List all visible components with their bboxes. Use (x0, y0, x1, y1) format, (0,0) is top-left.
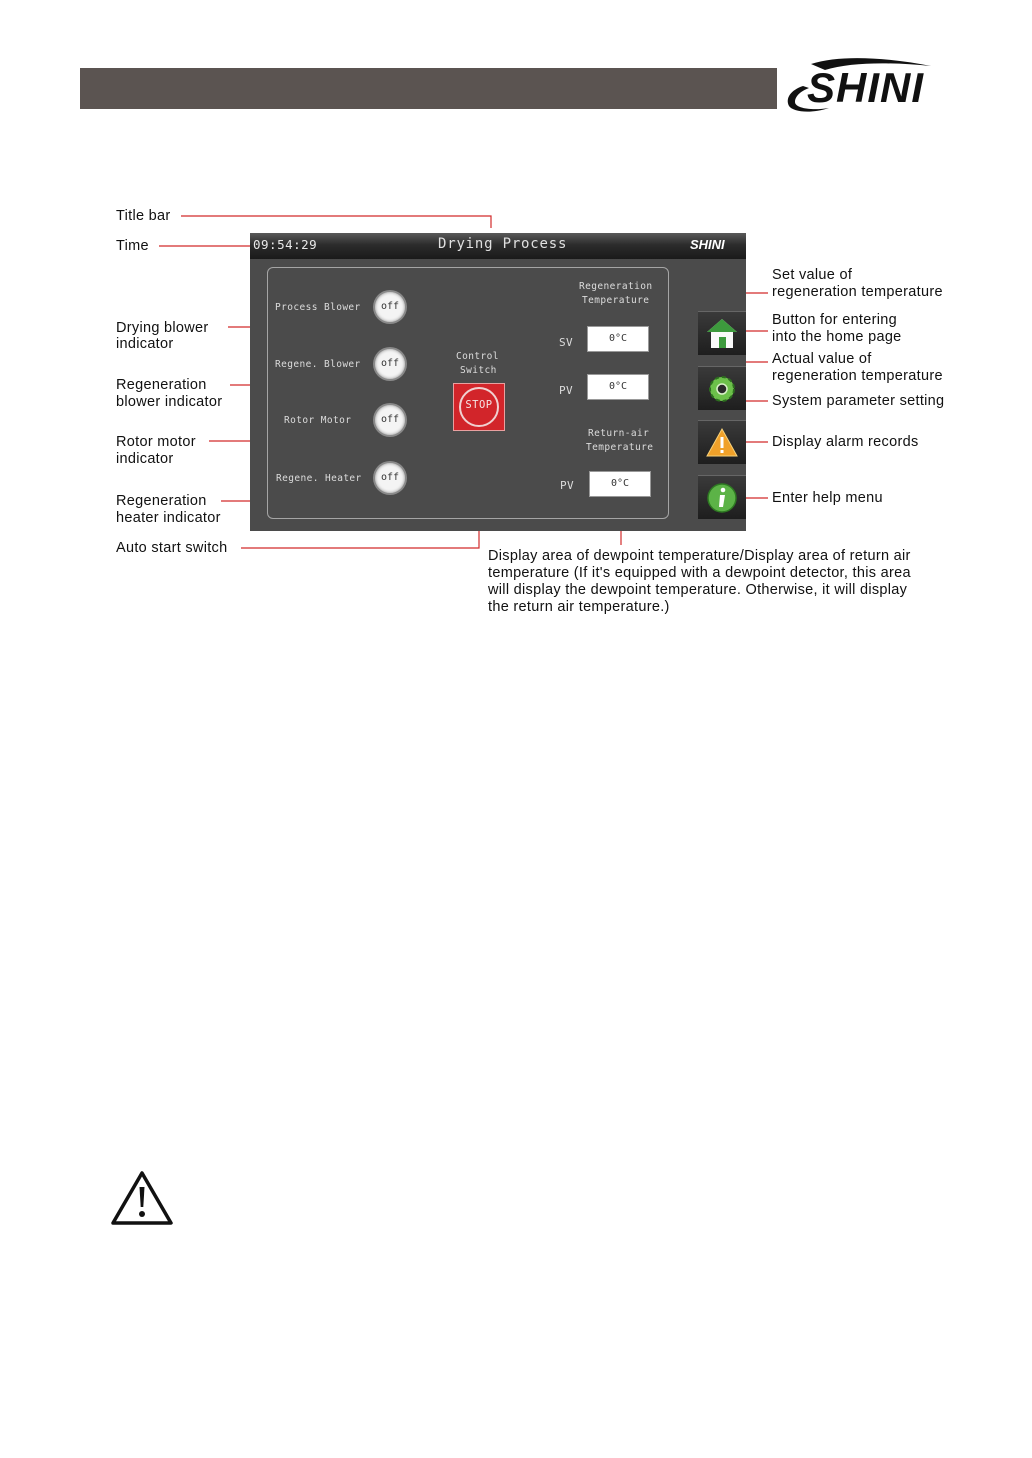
callout-alarm-records: Display alarm records (772, 434, 919, 450)
callout-actual-value-1: Actual value of (772, 351, 872, 367)
rotor-motor-indicator: off (375, 405, 405, 435)
stop-button-label: STOP (465, 399, 493, 411)
regen-temp-title-2: Temperature (582, 295, 650, 306)
callout-system-param: System parameter setting (772, 393, 945, 409)
return-air-pv-value: 0°C (589, 471, 651, 497)
home-icon (705, 316, 739, 352)
settings-button[interactable] (698, 366, 746, 410)
callout-drying-blower-1: Drying blower (116, 320, 209, 336)
callout-drying-blower-2: indicator (116, 336, 174, 352)
regen-sv-value[interactable]: 0°C (587, 326, 649, 352)
callout-dewpoint-2: temperature (If it's equipped with a dewpoint detector, this area (488, 565, 911, 581)
control-switch-label-1: Control (456, 351, 499, 362)
callout-time: Time (116, 238, 149, 254)
help-button[interactable] (698, 475, 746, 519)
callout-auto-start: Auto start switch (116, 540, 228, 556)
regen-temp-title-1: Regeneration (579, 281, 653, 292)
info-icon (705, 480, 739, 516)
regen-blower-indicator: off (375, 349, 405, 379)
return-air-pv-label: PV (560, 479, 575, 492)
regen-heater-indicator: off (375, 463, 405, 493)
shini-logo (781, 56, 951, 114)
callout-dewpoint-4: the return air temperature.) (488, 599, 670, 615)
hmi-title: Drying Process (438, 236, 568, 252)
indicator-label-process-blower: Process Blower (275, 302, 361, 313)
callout-actual-value-2: regeneration temperature (772, 368, 943, 384)
callout-regen-heater-1: Regeneration (116, 493, 207, 509)
return-air-title-1: Return-air (588, 428, 650, 439)
return-air-title-2: Temperature (586, 442, 654, 453)
page-header-bar (80, 68, 777, 109)
home-button[interactable] (698, 311, 746, 355)
hmi-time: 09:54:29 (253, 237, 318, 252)
hmi-title-bar (250, 233, 746, 259)
process-blower-indicator: off (375, 292, 405, 322)
callout-regen-heater-2: heater indicator (116, 510, 221, 526)
callout-help-menu: Enter help menu (772, 490, 883, 506)
indicator-label-regen-blower: Regene. Blower (275, 359, 361, 370)
gear-icon (705, 371, 739, 407)
regen-pv-label: PV (559, 384, 574, 397)
callout-set-value-2: regeneration temperature (772, 284, 943, 300)
hmi-shini-logo: SHINI (690, 237, 725, 252)
warning-icon (705, 425, 739, 461)
stop-button[interactable] (453, 383, 505, 431)
callout-regen-blower-1: Regeneration (116, 377, 207, 393)
callout-dewpoint-1: Display area of dewpoint temperature/Display area of return air (488, 548, 911, 564)
callout-dewpoint-3: will display the dewpoint temperature. Otherwise, it will display (488, 582, 908, 598)
regen-sv-label: SV (559, 336, 574, 349)
callout-home-button-1: Button for entering (772, 312, 897, 328)
control-switch-label-2: Switch (460, 365, 497, 376)
shini-logo-text: SHINI (807, 64, 925, 111)
indicator-label-regen-heater: Regene. Heater (276, 473, 362, 484)
callout-regen-blower-2: blower indicator (116, 394, 223, 410)
regen-pv-value: 0°C (587, 374, 649, 400)
callout-title-bar: Title bar (116, 208, 171, 224)
hmi-screen (250, 233, 746, 531)
indicator-label-rotor-motor: Rotor Motor (284, 415, 352, 426)
warning-icon (110, 1170, 174, 1226)
alarm-button[interactable] (698, 420, 746, 464)
callout-set-value-1: Set value of (772, 267, 853, 283)
callout-rotor-motor-1: Rotor motor (116, 434, 196, 450)
callout-rotor-motor-2: indicator (116, 451, 174, 467)
callout-home-button-2: into the home page (772, 329, 902, 345)
